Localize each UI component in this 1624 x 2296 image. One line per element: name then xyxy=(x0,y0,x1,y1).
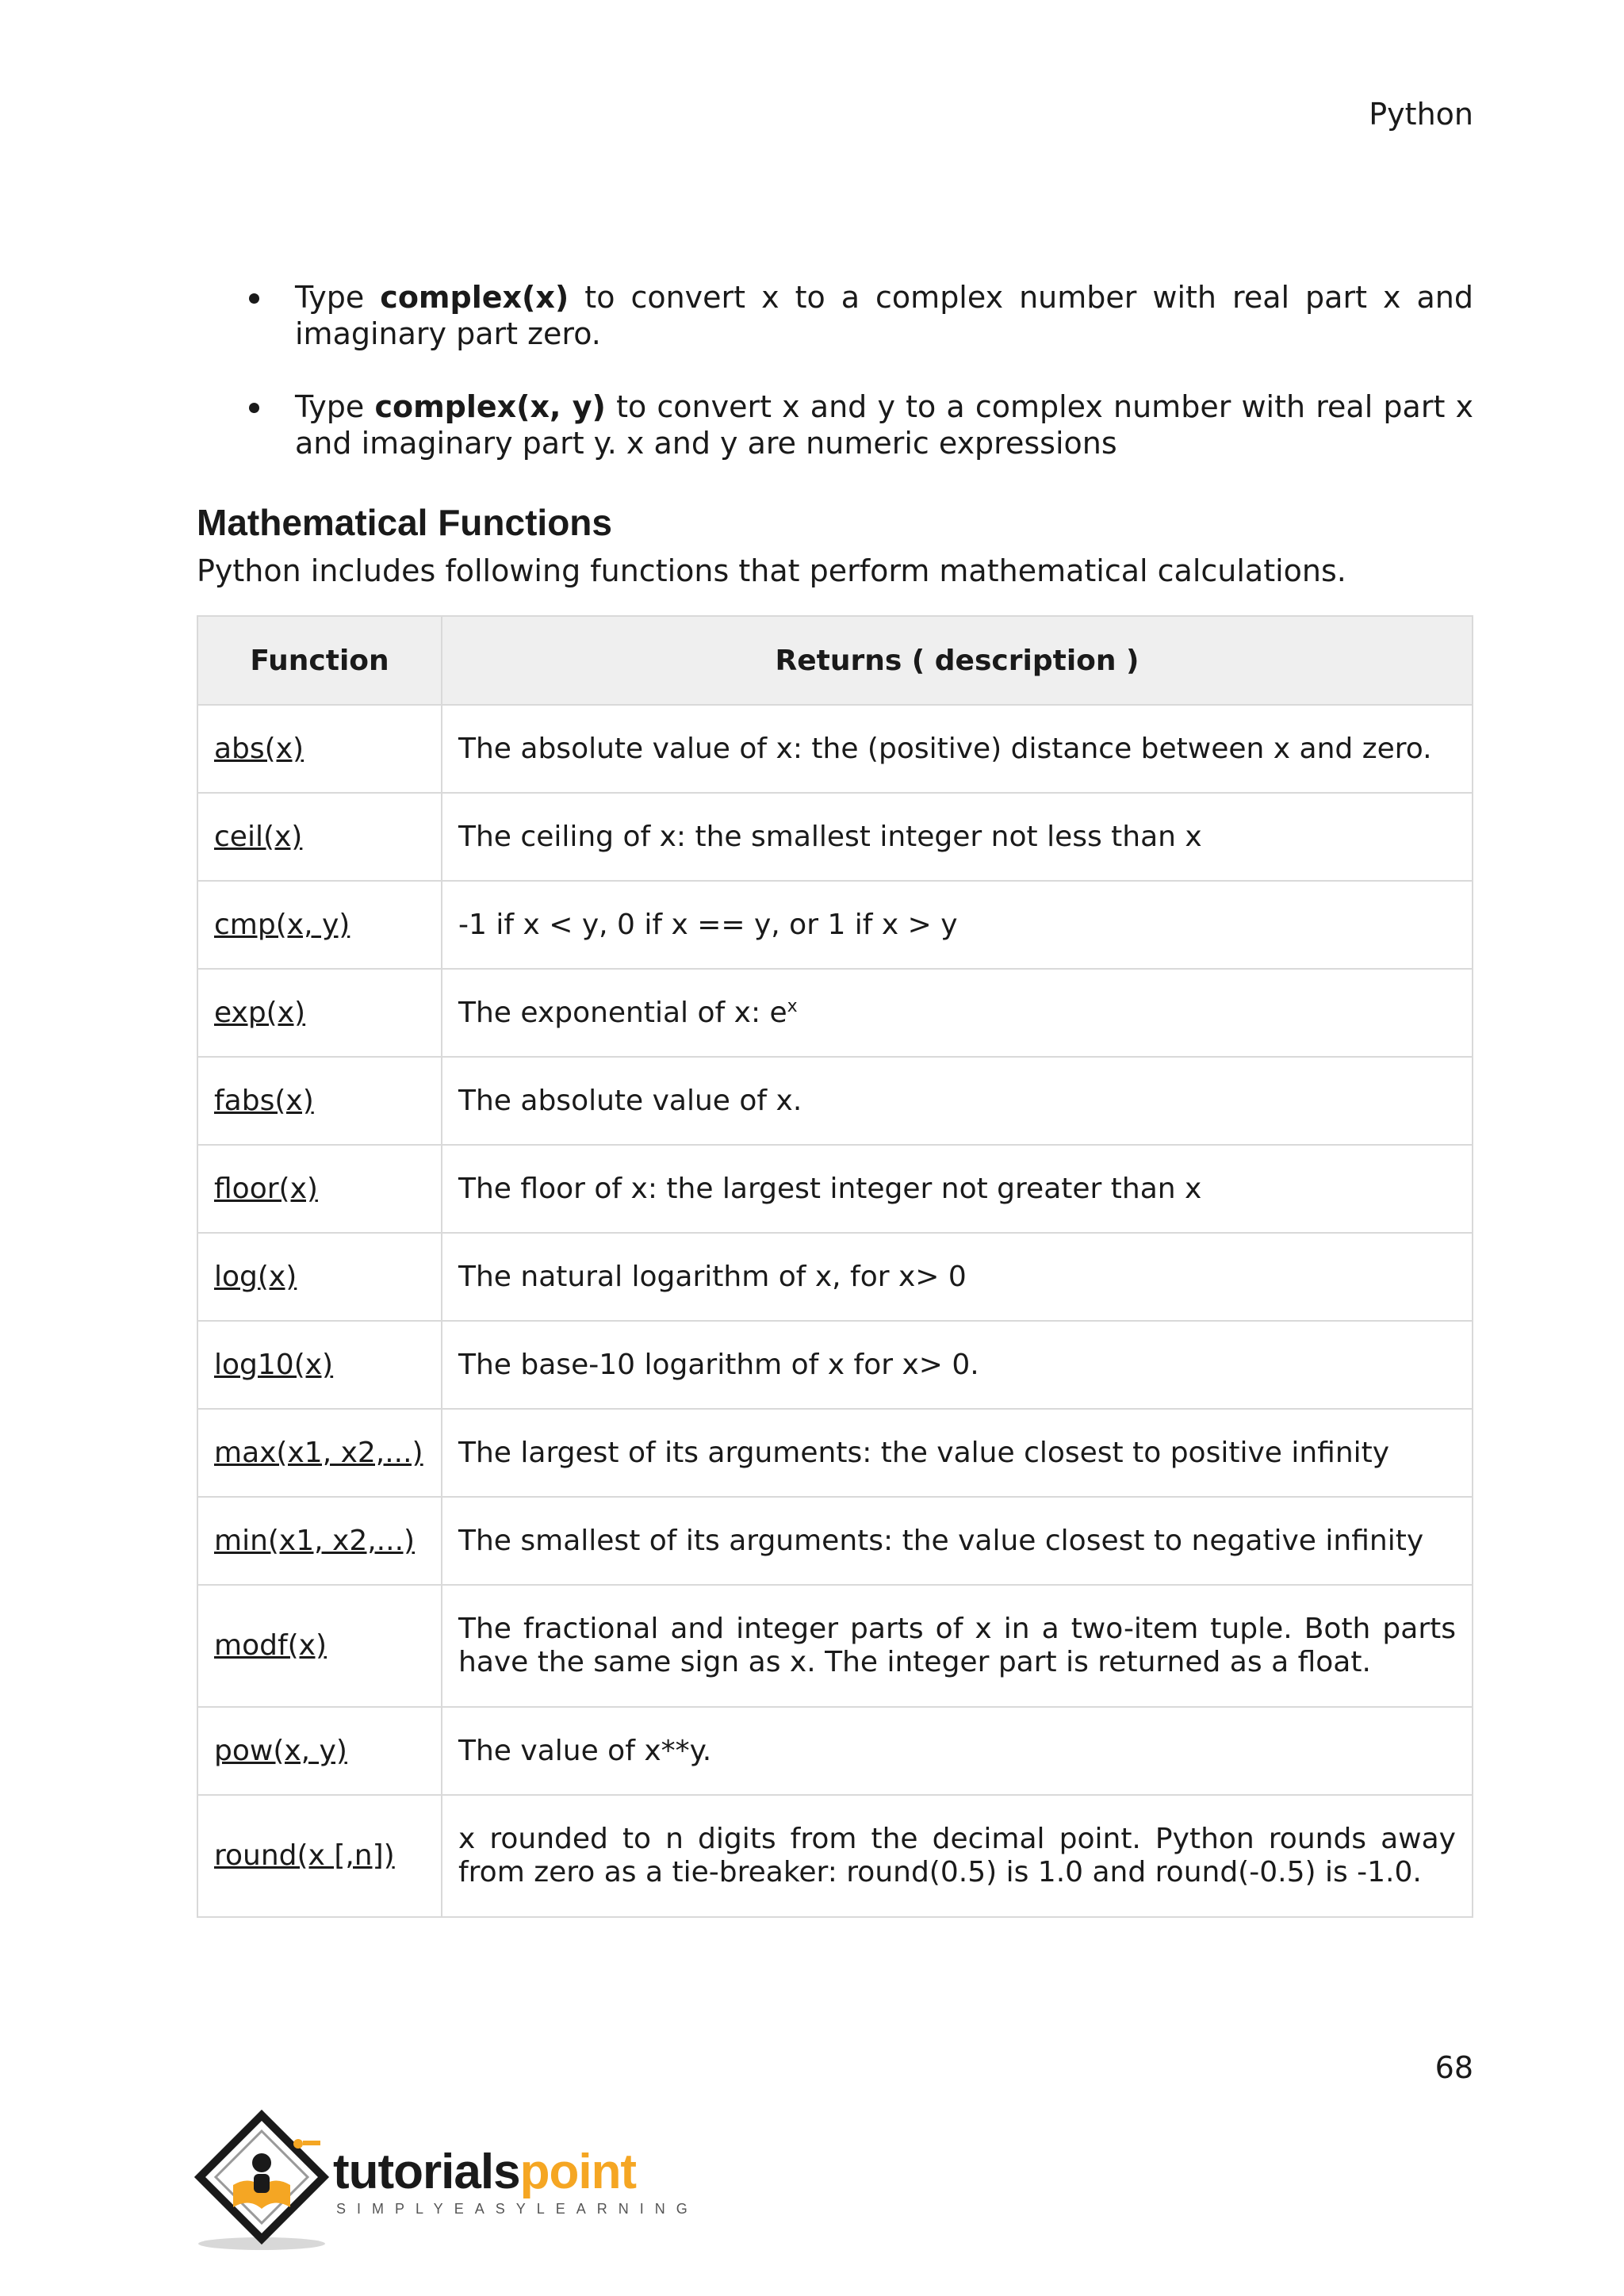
bullet-item: Type complex(x) to convert x to a complex number with real part x and imaginary part zero. xyxy=(197,279,1473,352)
description-cell: The value of x**y. xyxy=(442,1707,1473,1795)
section-heading: Mathematical Functions xyxy=(197,502,612,543)
function-cell xyxy=(197,1497,442,1585)
function-link[interactable]: cmp(x, y) xyxy=(214,909,350,941)
logo-tagline: SIMPLYEASYLEARNING xyxy=(336,2201,699,2217)
table-row xyxy=(197,1321,1473,1409)
code-term: complex(x) xyxy=(380,280,569,315)
function-link[interactable]: round(x [,n]) xyxy=(214,1839,395,1872)
function-link[interactable]: abs(x) xyxy=(214,733,304,765)
function-cell xyxy=(197,1145,442,1233)
table-row xyxy=(197,881,1473,969)
function-cell xyxy=(197,1585,442,1707)
running-header: Python xyxy=(1369,97,1473,132)
description-cell: The fractional and integer parts of x in a two-item tuple. Both parts have the same sign as x. The integer part is returned as a float. xyxy=(442,1585,1473,1707)
section-intro: Python includes following functions that perform mathematical calculations. xyxy=(197,553,1346,588)
description-cell: The largest of its arguments: the value closest to positive infinity xyxy=(442,1409,1473,1497)
table-row xyxy=(197,1233,1473,1321)
table-row xyxy=(197,1145,1473,1233)
code-term: complex(x, y) xyxy=(374,389,606,424)
function-cell xyxy=(197,1409,442,1497)
math-functions-table xyxy=(197,615,1473,1918)
header-returns: Returns ( description ) xyxy=(442,616,1473,705)
table-row xyxy=(197,1795,1473,1917)
table-row xyxy=(197,969,1473,1057)
description-cell: -1 if x < y, 0 if x == y, or 1 if x > y xyxy=(442,881,1473,969)
function-cell xyxy=(197,1321,442,1409)
function-link[interactable]: max(x1, x2,...) xyxy=(214,1437,423,1469)
description-cell: The smallest of its arguments: the value closest to negative infinity xyxy=(442,1497,1473,1585)
conversion-bullet-list xyxy=(197,279,1473,498)
logo-diamond-icon xyxy=(193,2109,336,2252)
table-row xyxy=(197,1409,1473,1497)
function-cell xyxy=(197,1795,442,1917)
description-cell: The absolute value of x: the (positive) distance between x and zero. xyxy=(442,705,1473,793)
table-row xyxy=(197,1057,1473,1145)
page-number: 68 xyxy=(1434,2050,1473,2085)
function-link[interactable]: floor(x) xyxy=(214,1173,318,1205)
table-row xyxy=(197,1707,1473,1795)
header-function: Function xyxy=(197,616,442,705)
description-cell: The absolute value of x. xyxy=(442,1057,1473,1145)
description-cell: The ceiling of x: the smallest integer not less than x xyxy=(442,793,1473,881)
description-cell: The exponential of x: $e^x$ xyxy=(442,969,1473,1057)
function-link[interactable]: modf(x) xyxy=(214,1629,327,1662)
function-cell xyxy=(197,705,442,793)
table-row xyxy=(197,1585,1473,1707)
exponent: x xyxy=(787,997,798,1016)
function-cell xyxy=(197,881,442,969)
description-cell: The natural logarithm of x, for x> 0 xyxy=(442,1233,1473,1321)
function-link[interactable]: min(x1, x2,...) xyxy=(214,1525,416,1557)
function-cell xyxy=(197,793,442,881)
function-link[interactable]: pow(x, y) xyxy=(214,1735,347,1767)
table-row xyxy=(197,705,1473,793)
table-row xyxy=(197,793,1473,881)
description-cell: x rounded to n digits from the decimal point. Python rounds away from zero as a tie-breaker: round(0.5) is 1.0 and round(-0.5) is -1.0. xyxy=(442,1795,1473,1917)
function-cell xyxy=(197,969,442,1057)
function-cell xyxy=(197,1057,442,1145)
function-cell xyxy=(197,1707,442,1795)
function-cell xyxy=(197,1233,442,1321)
function-link[interactable]: log10(x) xyxy=(214,1349,334,1381)
bullet-item: Type complex(x, y) to convert x and y to a complex number with real part x and imaginary part y. x and y are numeric expressions xyxy=(197,388,1473,461)
table-header-row xyxy=(197,616,1473,705)
function-link[interactable]: ceil(x) xyxy=(214,821,303,853)
function-link[interactable]: log(x) xyxy=(214,1261,297,1293)
table-row xyxy=(197,1497,1473,1585)
function-link[interactable]: exp(x) xyxy=(214,997,306,1029)
description-cell: The base-10 logarithm of x for x> 0. xyxy=(442,1321,1473,1409)
description-cell: The floor of x: the largest integer not greater than x xyxy=(442,1145,1473,1233)
tutorialspoint-logo xyxy=(193,2109,701,2252)
function-link[interactable]: fabs(x) xyxy=(214,1085,314,1117)
logo-wordmark: tutorialspoint xyxy=(333,2145,637,2199)
